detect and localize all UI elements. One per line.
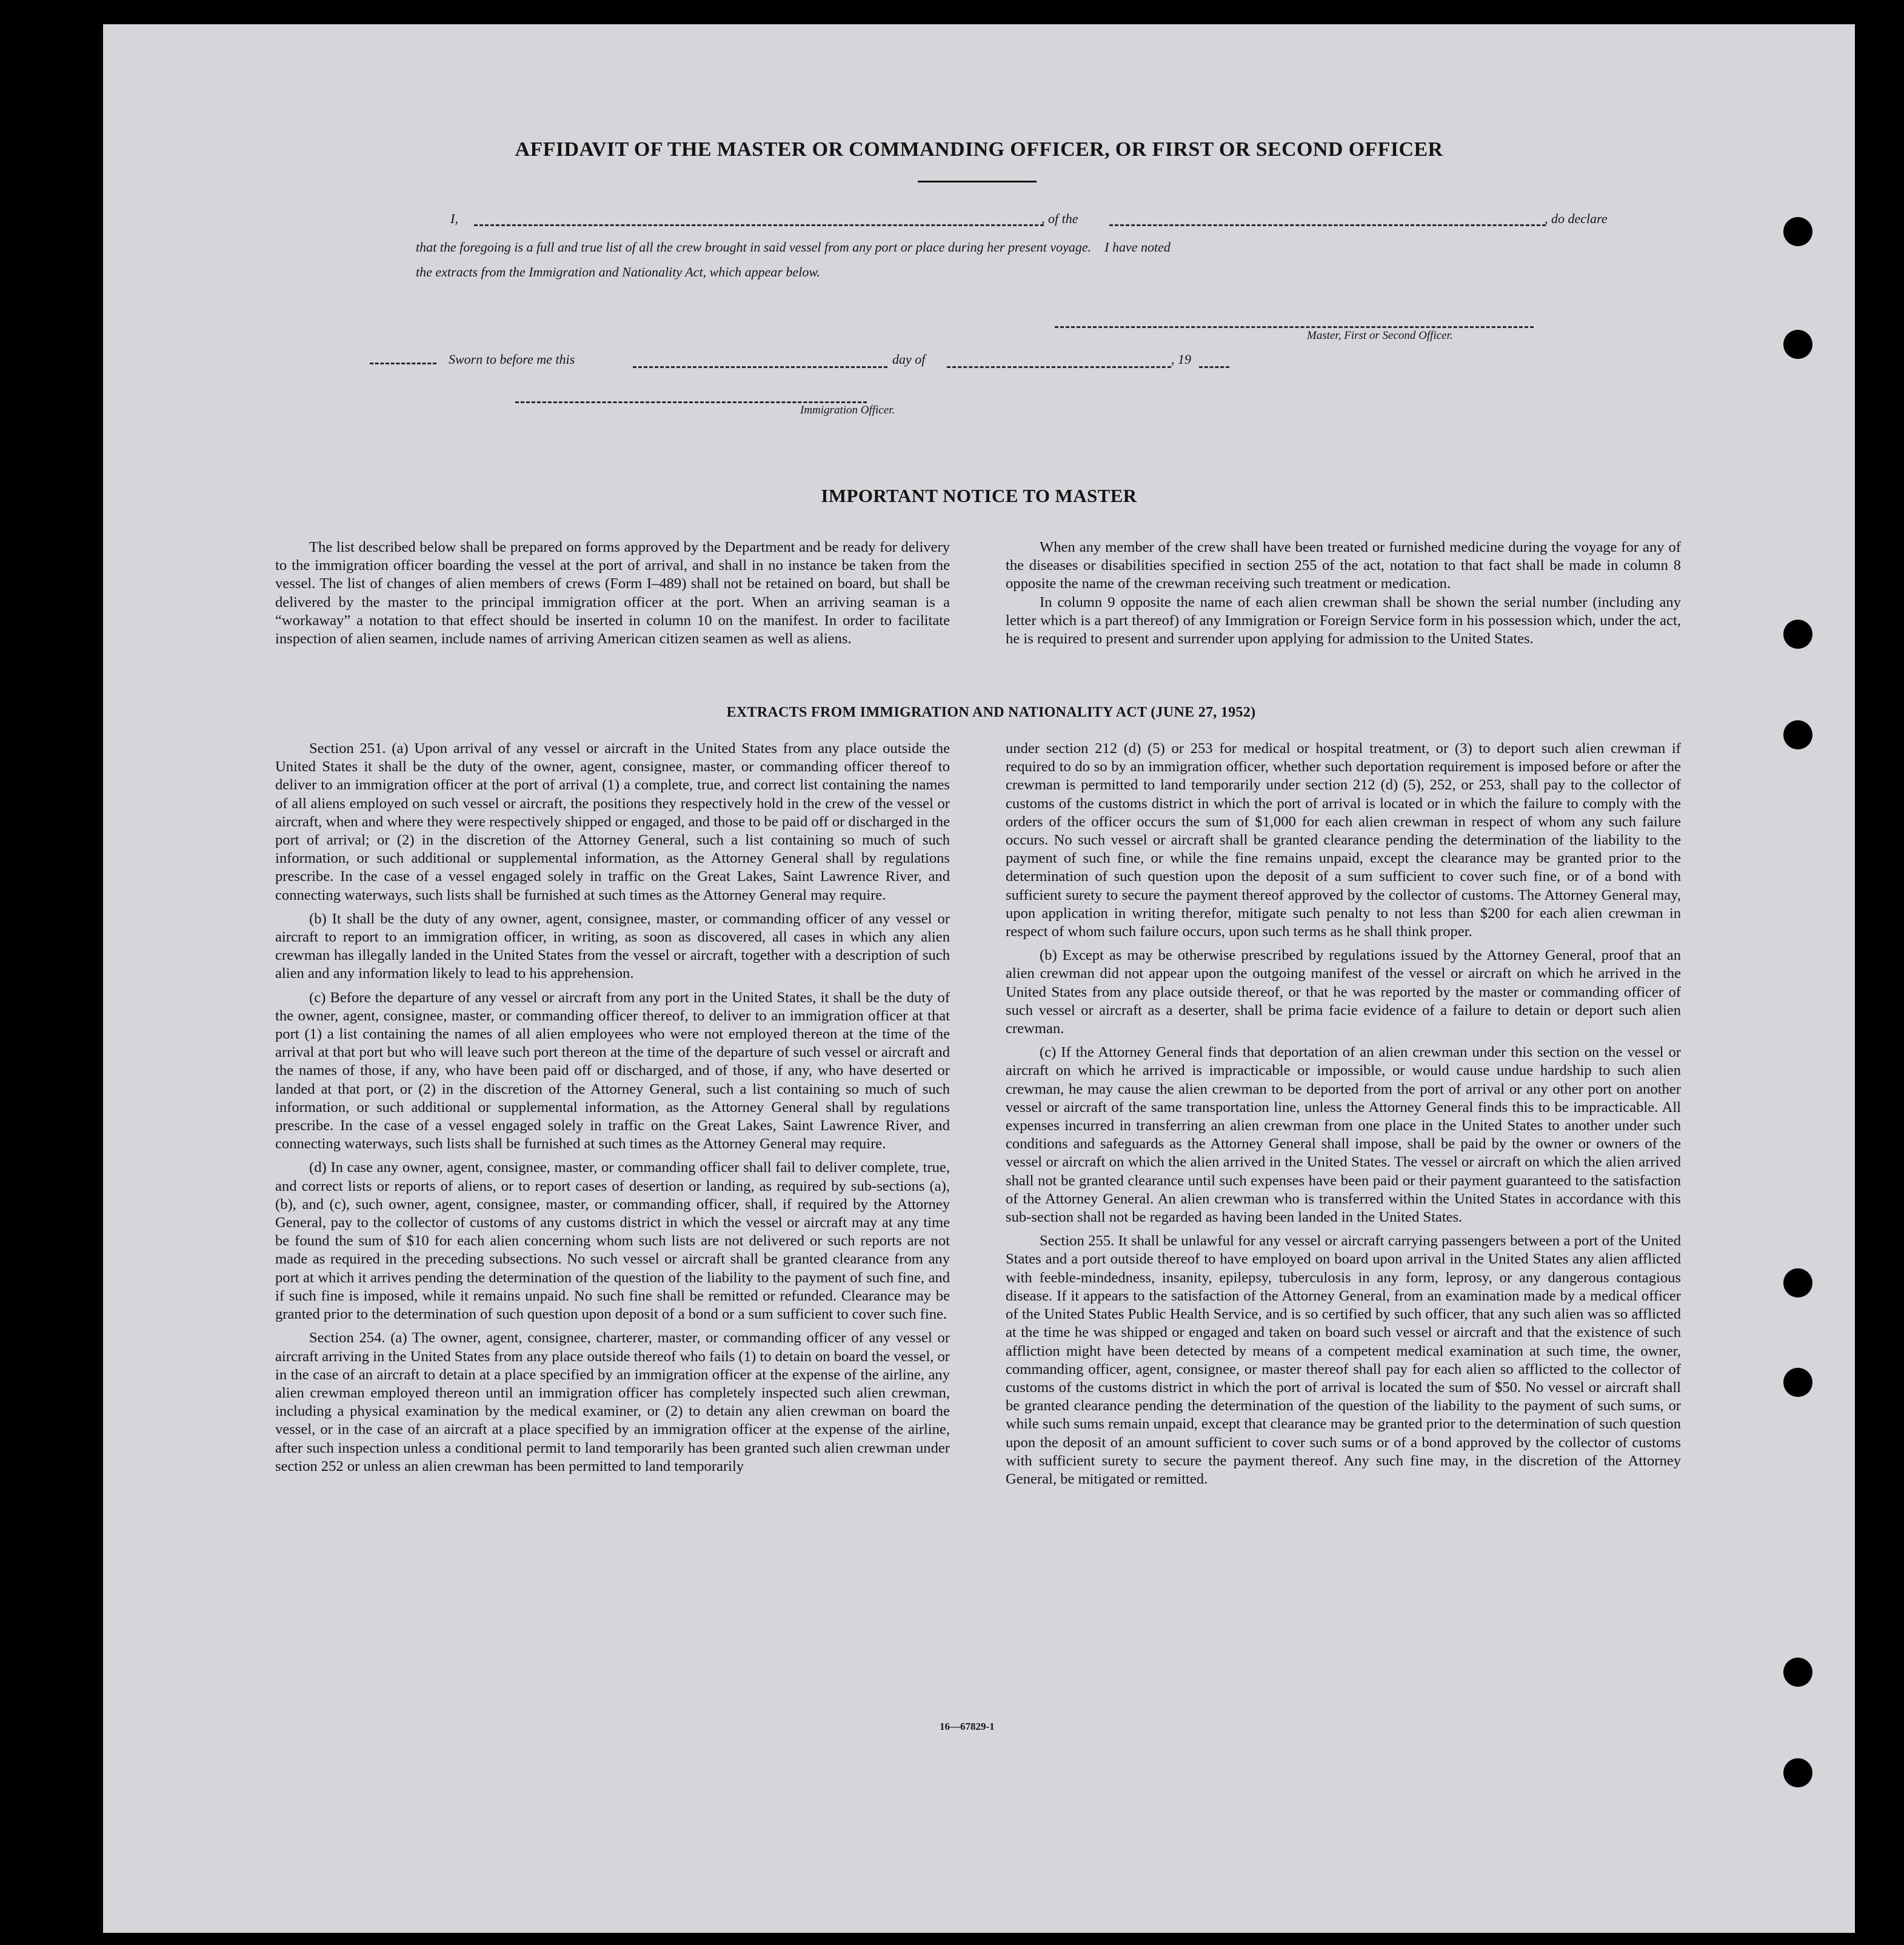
day-of-label: day of bbox=[892, 352, 926, 367]
extracts-right-column bbox=[1006, 740, 1681, 1488]
notice-paragraph: In column 9 opposite the name of each alien crewman shall be shown the serial number (including any letter which is a part thereof) of any Immigration or Foreign Service form in his possession which, under the act, he is required to present and surrender upon applying for admission to the United States. bbox=[1006, 594, 1681, 648]
section-paragraph: (b) It shall be the duty of any owner, agent, consignee, master, or commanding officer of any vessel or aircraft to report to an immigration officer, in writing, as soon as discovered, all cases in which any alien crewman has illegally landed in the United States from the vessel or aircraft, together with a description of such alien and any information likely to lead to his apprehension. bbox=[275, 910, 950, 982]
binder-hole bbox=[1783, 330, 1812, 359]
affidavit-title: AFFIDAVIT OF THE MASTER OR COMMANDING OFFICER, OR FIRST OR SECOND OFFICER bbox=[515, 138, 1443, 161]
master-signature-line[interactable] bbox=[1055, 326, 1534, 328]
i-label: I, bbox=[450, 211, 458, 226]
binder-hole bbox=[1783, 1658, 1812, 1687]
extracts-left-column bbox=[275, 740, 950, 1476]
binder-hole bbox=[1783, 720, 1812, 749]
of-the-label: , of the bbox=[1041, 211, 1078, 226]
notice-paragraph: When any member of the crew shall have been treated or furnished medicine during the voyage for any of the diseases or disabilities specified in section 255 of the act, notation to that fact shall be made in column 8 opposite the name of the crewman receiving such treatment or medication. bbox=[1006, 539, 1681, 592]
binder-hole bbox=[1783, 1268, 1812, 1297]
section-paragraph: (c) Before the departure of any vessel or aircraft from any port in the United States, it shall be the duty of the owner, agent, consignee, master, or commanding officer thereof, to deliver to an immigration officer at that port (1) a list containing the names of all alien employees who were not employed thereon at the time of the arrival at that port but who will leave such port thereon at the time of the departure of such vessel or aircraft and the names of those, if any, who have been paid off or discharged, and of those, if any, who have deserted or landed at that port, or (2) in the discretion of the Attorney General, such a list containing so much of such information, or such additional or supplemental information, as the Attorney General shall by regulations prescribe. In the case of a vessel engaged solely in traffic on the Great Lakes, Saint Lawrence River, and connecting waterways, such lists shall be furnished at such times as the Attorney General may require. bbox=[275, 989, 950, 1153]
binder-hole bbox=[1783, 620, 1812, 649]
sworn-month-blank-line[interactable] bbox=[947, 366, 1171, 368]
form-number: 16—67829-1 bbox=[940, 1721, 995, 1732]
section-paragraph: Section 254. (a) The owner, agent, consignee, charterer, master, or commanding officer of any vessel or aircraft arriving in the United States from any place outside thereof who fails (1) to detain on board the vessel, or in the case of an aircraft to detain at a place specified by an immigration officer at the expense of the airline, any alien crewman employed thereon until an immigration officer has completely inspected such alien crewman, including a physical examination by the medical examiner, or (2) to detain any alien crewman on board the vessel, or in the case of an aircraft at a place specified by an immigration officer at the expense of the airline, after such inspection unless a conditional permit to land temporarily has been granted such alien crewman under section 252 or unless an alien crewman has been permitted to land temporarily bbox=[275, 1330, 950, 1475]
extracts-title: EXTRACTS FROM IMMIGRATION AND NATIONALITY ACT (JUNE 27, 1952) bbox=[726, 705, 1256, 720]
title-rule bbox=[918, 181, 1037, 182]
officer-label: Immigration Officer. bbox=[800, 404, 895, 417]
notice-title: IMPORTANT NOTICE TO MASTER bbox=[821, 485, 1137, 506]
binder-hole bbox=[1783, 217, 1812, 246]
notice-right-column bbox=[1006, 538, 1681, 648]
master-label: Master, First or Second Officer. bbox=[1307, 329, 1453, 342]
section-paragraph: Section 255. It shall be unlawful for any vessel or aircraft carrying passengers between a port of the United States and a port outside thereof to have employed on board upon arrival in the United States any alien afflicted with feeble-mindedness, insanity, epilepsy, tuberculosis in any form, leprosy, or any dangerous contagious disease. If it appears to the satisfaction of the Attorney General, from an examination made by a medical officer of the United States Public Health Service, and is so certified by such officer, that any such alien was so afflicted at the time he was shipped or engaged and taken on board such vessel or aircraft and that the existence of such affliction might have been detected by means of a competent medical examination at such time, the owner, commanding officer, agent, consignee, or master thereof shall pay for each alien so afflicted to the collector of customs of the customs district in which the port of arrival is located the sum of $50. No vessel or aircraft shall be granted clearance pending the determination of the question of the liability to the payment of such sums, or while such sums remain unpaid, except that clearance may be granted prior to the determination of such question upon the deposit of an amount sufficient to cover such sums or of a bond approved by the collector of customs with sufficient surety to secure the payment thereof. Any such fine may, in the discretion of the Attorney General, be mitigated or remitted. bbox=[1006, 1233, 1681, 1487]
section-paragraph: Section 251. (a) Upon arrival of any vessel or aircraft in the United States from any place outside the United States it shall be the duty of the owner, agent, consignee, master, or commanding officer thereof to deliver to an immigration officer at the port of arrival (1) a complete, true, and correct list containing the names of all aliens employed on such vessel or aircraft, the positions they respectively hold in the crew of the vessel or aircraft, when and where they were respectively shipped or engaged, and those to be paid off or discharged in the port of arrival; or (2) in the discretion of the Attorney General, such a list containing so much of such information, or such additional or supplemental information, as the Attorney General shall by regulations prescribe. In the case of a vessel engaged solely in traffic on the Great Lakes, Saint Lawrence River, and connecting waterways, such lists shall be furnished at such times as the Attorney General may require. bbox=[275, 740, 950, 903]
year-label: , 19 bbox=[1171, 352, 1191, 367]
statement-line-1: that the foregoing is a full and true list of all the crew brought in said vessel from any port or place during her present voyage. I have noted bbox=[416, 239, 1171, 255]
name-blank-line[interactable] bbox=[474, 224, 1044, 226]
vessel-blank-line[interactable] bbox=[1109, 224, 1546, 226]
officer-signature-line[interactable] bbox=[515, 401, 867, 403]
section-paragraph: (d) In case any owner, agent, consignee, master, or commanding officer shall fail to deliver complete, true, and correct lists or reports of aliens, or to report cases of desertion or landing, as required by sub-sections (a), (b), and (c), such owner, agent, consignee, master, or commanding officer, shall, if required by the Attorney General, pay to the collector of customs of any customs district in which the vessel or aircraft may at any time be found the sum of $10 for each alien concerning whom such lists are not delivered or such reports are not made as required in the preceding subsections. No such vessel or aircraft shall be granted clearance from any port at which it arrives pending the determination of the question of the liability to the payment of such fine, and if such fine is imposed, while it remains unpaid. No such fine shall be remitted or refunded. Clearance may be granted prior to the determination of such question upon deposit of a bond or a sum sufficient to cover such fine. bbox=[275, 1159, 950, 1323]
document-page bbox=[103, 24, 1855, 1933]
binder-hole bbox=[1783, 1758, 1812, 1787]
section-paragraph: (c) If the Attorney General finds that deportation of an alien crewman under this section on the vessel or aircraft on which he arrived is impracticable or impossible, or would cause undue hardship to such alien crewman, he may cause the alien crewman to be deported from the port of arrival or any other port on another vessel or aircraft of the same transportation line, unless the Attorney General finds this to be impracticable. All expenses incurred in transferring an alien crewman from one place in the United States to another under such conditions and safeguards as the Attorney General shall impose, shall be paid by the owner or owners of the vessel or aircraft on which the alien arrived in the United States. The vessel or aircraft on which the alien arrived shall not be granted clearance until such expenses have been paid or their payment guaranteed to the satisfaction of the Attorney General. An alien crewman who is transferred within the United States in accordance with this sub-section shall not be regarded as having been landed in the United States. bbox=[1006, 1044, 1681, 1226]
notice-paragraph: The list described below shall be prepared on forms approved by the Department and be ready for delivery to the immigration officer boarding the vessel at the port of arrival, and shall in no instance be taken from the vessel. The list of changes of alien members of crews (Form I–489) shall not be retained on board, but shall be delivered by the master to the principal immigration officer at the port. When an arriving seaman is a “workaway” a notation to that effect should be inserted in column 10 on the manifest. In order to facilitate inspection of alien seamen, include names of arriving American citizen seamen as well as aliens. bbox=[275, 539, 950, 648]
binder-hole bbox=[1783, 1368, 1812, 1397]
sworn-leader-line bbox=[370, 363, 436, 364]
sworn-date-blank-line[interactable] bbox=[633, 366, 887, 368]
section-paragraph: under section 212 (d) (5) or 253 for medical or hospital treatment, or (3) to deport such alien crewman if required to do so by an immigration officer, whether such deportation requirement is imposed before or after the crewman is permitted to land temporarily under section 212 (d) (5), 252, or 253, shall pay to the collector of customs of the customs district in which the port of arrival is located or in which the failure to comply with the orders of the officer occurs the sum of $1,000 for each alien crewman in respect of whom any such failure occurs. No such vessel or aircraft shall be granted clearance pending the determination of the liability to the payment of such fine, or while the fine remains unpaid, except the clearance may be granted prior to the determination of such question upon the deposit of a sum sufficient to cover such fine, or of a bond with sufficient surety to secure the payment thereof approved by the collector of customs. The Attorney General may, upon application in writing therefor, mitigate such penalty to not less than $200 for each alien crewman in respect of whom such failure occurs, upon such terms as he shall think proper. bbox=[1006, 740, 1681, 940]
do-declare-label: , do declare bbox=[1545, 211, 1608, 226]
statement-line-2: the extracts from the Immigration and Nationality Act, which appear below. bbox=[416, 264, 820, 280]
section-paragraph: (b) Except as may be otherwise prescribed by regulations issued by the Attorney General, proof that an alien crewman did not appear upon the outgoing manifest of the vessel or aircraft on which he arrived in the United States from any place outside thereof, or that he was reported by the master or commanding officer of such vessel or aircraft as a deserter, shall be prima facie evidence of a failure to detain or deport such alien crewman. bbox=[1006, 947, 1681, 1037]
notice-left-column bbox=[275, 538, 950, 648]
sworn-label: Sworn to before me this bbox=[449, 352, 575, 367]
year-blank-line[interactable] bbox=[1199, 366, 1229, 368]
